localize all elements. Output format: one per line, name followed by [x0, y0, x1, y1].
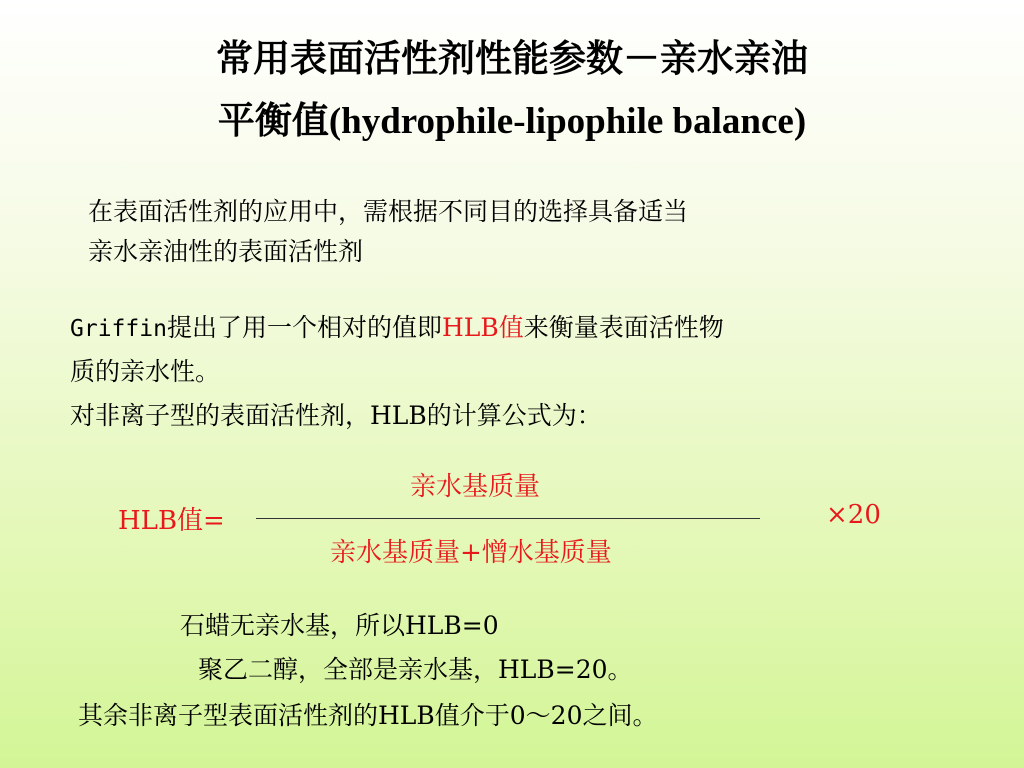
example-paraffin: 石蜡无亲水基，所以HLB=0	[180, 611, 499, 640]
hlb-range-note: 其余非离子型表面活性剂的HLB值介于0～20之间。	[78, 701, 658, 730]
fraction-bar	[256, 518, 760, 519]
griffin-name: Griffin	[70, 316, 167, 342]
griffin-text-before: 提出了用一个相对的值即	[166, 313, 442, 342]
intro-text-line-1: 在表面活性剂的应用中，需根据不同目的选择具备适当	[88, 197, 689, 226]
hlb-value-highlight: HLB值	[441, 313, 524, 342]
griffin-text-after: 来衡量表面活性物	[523, 313, 724, 342]
slide-title-line-2: 平衡值(hydrophile-lipophile balance)	[217, 101, 807, 142]
slide-title-line-1: 常用表面活性剂性能参数－亲水亲油	[216, 39, 808, 80]
griffin-paragraph-line-1	[70, 308, 724, 344]
example-peg: 聚乙二醇，全部是亲水基，HLB=20。	[198, 655, 633, 684]
formula-numerator: 亲水基质量	[410, 472, 541, 502]
griffin-paragraph-line-2: 质的亲水性。	[70, 357, 221, 386]
formula-label: HLB值=	[118, 506, 225, 536]
nonionic-formula-intro: 对非离子型的表面活性剂，HLB的计算公式为：	[70, 401, 602, 430]
intro-text-line-2: 亲水亲油性的表面活性剂	[88, 237, 364, 266]
formula-denominator: 亲水基质量+憎水基质量	[330, 538, 612, 568]
formula-multiplier: ×20	[826, 500, 881, 530]
